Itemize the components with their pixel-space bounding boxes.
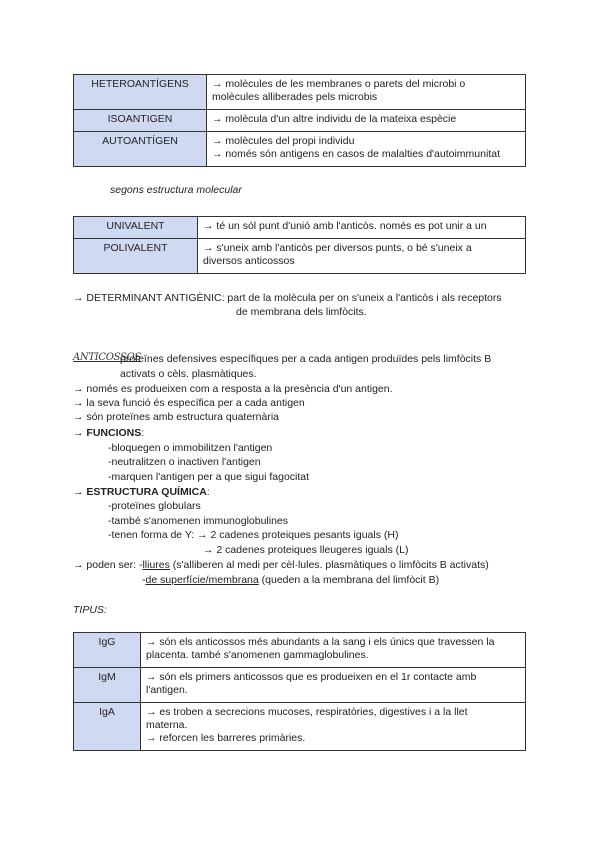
lliures-desc: (s'alliberen al medi per cèl·lules. plasmàtiques o limfòcits B activats)	[169, 559, 489, 571]
table-row	[74, 703, 526, 751]
table-row	[74, 668, 526, 703]
poden-ser-line-2	[142, 573, 439, 587]
row-value	[141, 668, 526, 703]
row-line: → molècules de les membranes o parets del microbi o	[212, 78, 466, 90]
superficie-term: de superfície/membrana	[145, 574, 259, 586]
funcions-heading	[73, 426, 144, 440]
subtitle: segons estructura molecular	[110, 184, 242, 196]
row-key: IgG	[74, 633, 141, 668]
row-line: → només són antigens en casos de malalties d'autoimmunitat	[212, 148, 500, 160]
row-line: materna.	[146, 719, 188, 731]
funcio-2: -neutralitzen o inactiven l'antigen	[108, 456, 261, 468]
row-line: → s'uneix amb l'anticòs per diversos punts, o bé s'uneix a	[203, 242, 472, 254]
superficie-desc: (queden a la membrana del limfòcit B)	[258, 574, 440, 586]
row-line: → té un sól punt d'unió amb l'anticòs. només es pot unir a un	[203, 220, 487, 232]
table-row	[74, 132, 526, 167]
funcions-label: FUNCIONS	[86, 427, 142, 439]
estructura-4: → 2 cadenes proteiques lleugeres iguals (L)	[203, 544, 409, 556]
antigen-valence-table	[73, 216, 526, 274]
point-1: → només es produeixen com a resposta a la presència d'un antigen.	[73, 383, 393, 395]
table-row	[74, 633, 526, 668]
estructura-1: -proteïnes globulars	[108, 500, 201, 512]
row-line: → es troben a secrecions mucoses, respiratòries, digestives i a la llet	[146, 706, 468, 718]
row-line: placenta. també s'anomenen gammaglobulines.	[146, 649, 369, 661]
table-row	[74, 110, 526, 132]
estructura-2: -també s'anomenen immunoglobulines	[108, 515, 289, 527]
lliures-term: lliures	[142, 559, 170, 571]
point-2: → la seva funció és específica per a cada antigen	[73, 397, 305, 409]
poden-prefix: → poden ser: -	[73, 559, 143, 571]
colon: :	[141, 427, 145, 439]
row-key: IgA	[74, 703, 141, 751]
table-row	[74, 75, 526, 110]
anticossos-intro-2: activats o cèls. plasmàtiques.	[120, 368, 257, 380]
tipus-label: TIPUS:	[73, 604, 107, 616]
antibody-types-table	[73, 632, 526, 751]
poden-ser-line-1	[73, 558, 489, 572]
row-key: HETEROANTÍGENS	[74, 75, 207, 110]
row-value	[207, 75, 526, 110]
row-line: → reforcen les barreres primàries.	[146, 732, 306, 744]
row-key: UNIVALENT	[74, 217, 198, 239]
row-value	[207, 132, 526, 167]
dash: -	[142, 574, 146, 586]
row-line: diversos anticossos	[203, 255, 295, 267]
row-key: AUTOANTÍGEN	[74, 132, 207, 167]
funcio-1: -bloquegen o immobilitzen l'antigen	[108, 442, 273, 454]
table-row	[74, 217, 526, 239]
colon: :	[206, 486, 210, 498]
row-key: ISOANTIGEN	[74, 110, 207, 132]
row-key: POLIVALENT	[74, 239, 198, 274]
row-key: IgM	[74, 668, 141, 703]
row-value	[198, 217, 526, 239]
point-3: → són proteïnes amb estructura quaternària	[73, 411, 280, 423]
antigen-origin-table	[73, 74, 526, 167]
row-line: → molècules del propi individu	[212, 135, 355, 147]
row-value	[198, 239, 526, 274]
row-value	[141, 633, 526, 668]
arrow: →	[73, 427, 87, 439]
funcio-3: -marquen l'antigen per a que sigui fagocitat	[108, 471, 310, 483]
arrow: →	[73, 486, 87, 498]
row-line: l'antigen.	[146, 684, 188, 696]
row-value	[141, 703, 526, 751]
table-row	[74, 239, 526, 274]
estructura-3: -tenen forma de Y: → 2 cadenes proteiques pesants iguals (H)	[108, 529, 399, 541]
row-line: → molècula d'un altre individu de la mateixa espècie	[212, 113, 457, 125]
determinant-line-1: → DETERMINANT ANTIGÈNIC: part de la molècula per on s'uneix a l'anticòs i als receptors	[73, 292, 502, 304]
row-line: → són els anticossos més abundants a la sang i els únics que travessen la	[146, 636, 495, 648]
row-line: → són els primers anticossos que es produeixen en el 1r contacte amb	[146, 671, 477, 683]
estructura-heading	[73, 485, 210, 499]
anticossos-title: ANTICOSSOS	[73, 352, 142, 363]
anticossos-intro-1: proteïnes defensives específiques per a cada antigen produïdes pels limfòcits B	[120, 353, 492, 365]
determinant-line-2: de membrana dels limfòcits.	[236, 306, 367, 318]
estructura-label: ESTRUCTURA QUÍMICA	[86, 486, 207, 498]
row-value	[207, 110, 526, 132]
row-line: molècules alliberades pels microbis	[212, 91, 378, 103]
